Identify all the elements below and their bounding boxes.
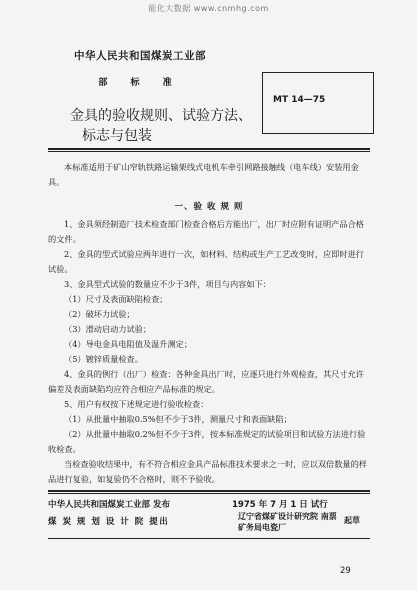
watermark: 能化大数据 www.cnmhg.com <box>148 4 269 13</box>
item-4: 4、金具的例行（出厂）检查：各种金具出厂时，应逐只进行外观检查，其尺寸允许偏差及表面缺陷均应符合相应产品标准的规定。 <box>48 369 364 394</box>
subitem-a2: （2）破坏力试验； <box>64 309 135 319</box>
standard-type: 部 标 准 <box>98 78 182 88</box>
drafters-tag: 起草 <box>344 516 360 525</box>
subitem-a4: （4）导电金具电阻值及温升测定； <box>64 339 193 349</box>
subitem-a5: （5）镀锌质量检查。 <box>64 354 143 364</box>
issuer: 中华人民共和国煤炭工业部 发布 <box>48 500 170 510</box>
page-number: 29 <box>340 566 351 576</box>
footer-rule-thin <box>48 493 370 494</box>
subitem-b2: （2）从批量中抽取0.2%但不少于3件，按本标准规定的试验项目和试验方法进行验收检查。 <box>48 429 366 454</box>
ministry-name: 中华人民共和国煤炭工业部 <box>74 50 206 62</box>
header-block <box>60 48 220 88</box>
item-3: 3、金具型式试验的数量应不少于3件，项目与内容如下： <box>64 279 271 289</box>
document-body <box>48 160 370 487</box>
section-heading-1: 一、验 收 规 则 <box>174 202 244 212</box>
item-2: 2、金具的型式试验应两年进行一次，如材料、结构或生产工艺改变时，应即时进行试验。 <box>48 249 364 274</box>
proposer: 煤 炭 规 划 设 计 院 提出 <box>48 517 170 527</box>
header-rule-thin <box>48 151 370 152</box>
scope-paragraph: 本标准适用于矿山窄轨铁路运输架线式电机车牵引网路接触线（电车线）安装用金具。 <box>48 162 359 187</box>
document-title <box>70 106 260 146</box>
item-1: 1、金具须经制造厂技术检查部门检查合格后方能出厂，出厂时应附有证明产品合格的文件。 <box>48 219 364 244</box>
subitem-a3: （3）滑动启动力试验； <box>64 324 152 334</box>
subitem-b1: （1）从批量中抽取0.5%但不少于3件，测量尺寸和表面缺陷； <box>64 414 292 424</box>
standard-number-box <box>262 72 374 134</box>
item-5: 5、用户有权按下述规定进行验收检查： <box>64 399 209 409</box>
drafters: 辽宁省煤矿设计研究院 南票矿务局电瓷厂 <box>238 512 337 532</box>
standard-number: MT 14—75 <box>273 95 326 105</box>
header-rule-thick <box>48 148 370 150</box>
closing-paragraph: 当检查验收结果中，有不符合相应金具产品标准技术要求之一时，应以双倍数量的样品进行复验，如复验仍不合格时，则不予验收。 <box>48 459 367 484</box>
title-line2: 标志与包装 <box>82 128 152 144</box>
issue-date: 1975 年 7 月 1 日 试行 <box>232 500 328 510</box>
title-line1: 金具的验收规则、试验方法、 <box>70 108 252 124</box>
subitem-a1: （1）尺寸及表面缺陷检查； <box>64 294 168 304</box>
footer-bottom-rule <box>48 538 370 539</box>
footer-rule-thick <box>48 490 370 492</box>
